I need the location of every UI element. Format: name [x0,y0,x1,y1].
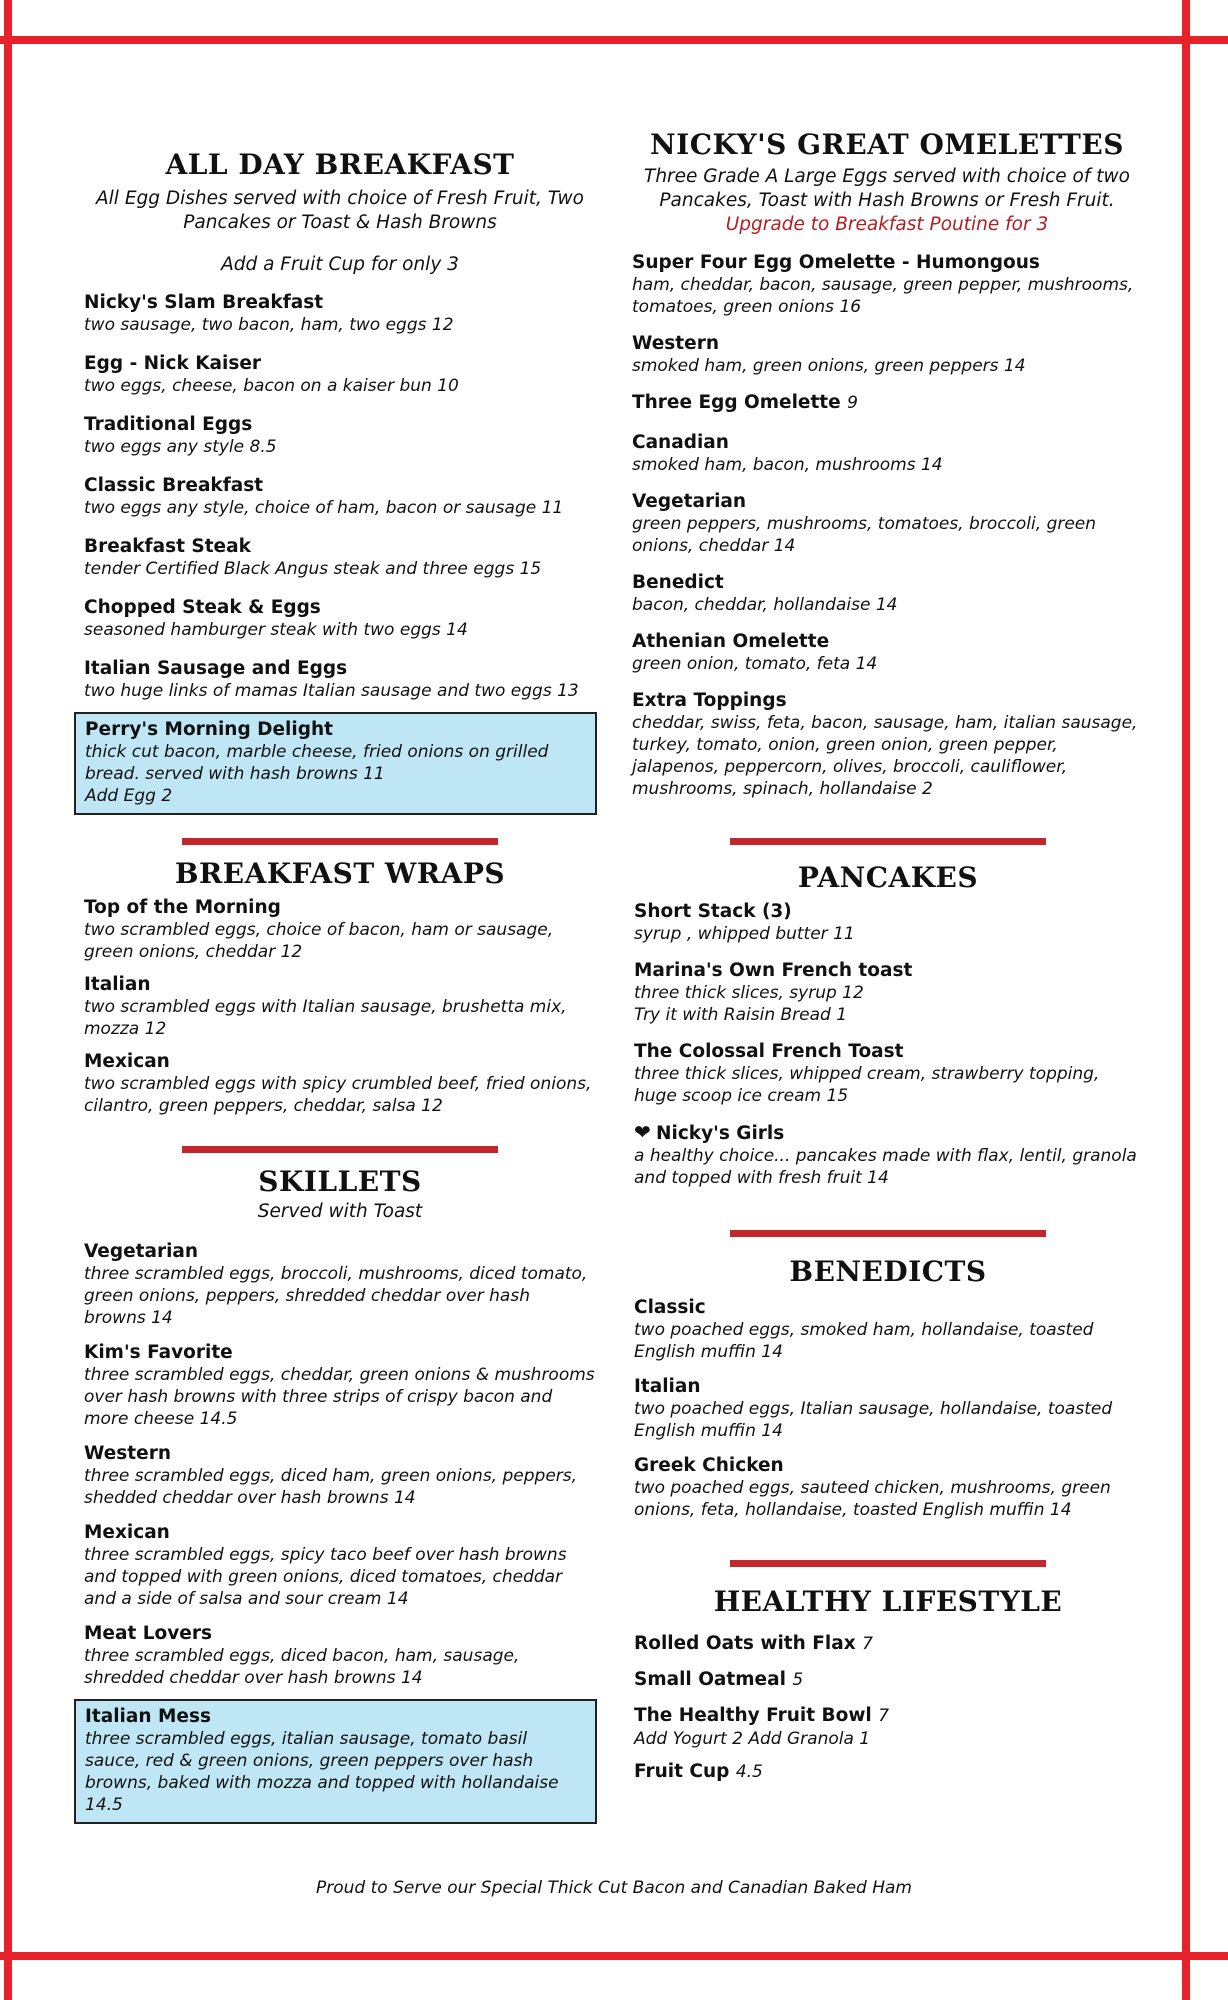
item-price: 7 [862,1633,873,1654]
item-desc: two scrambled eggs with spicy crumbled beef, fried onions, cilantro, green peppers, cheddar, salsa 12 [84,1073,592,1116]
omelettes-subtitle-1: Three Grade A Large Eggs served with choice of two [644,165,1130,187]
item-desc: two poached eggs, Italian sausage, hollandaise, toasted English muffin 14 [634,1398,1113,1441]
item-desc: smoked ham, green onions, green peppers 14 [632,355,1026,376]
menu-item [634,1040,1142,1107]
item-name: Vegetarian [632,490,747,512]
item-name: Benedict [632,571,724,593]
omelettes-section [632,130,1142,810]
menu-item [84,1050,596,1117]
section-divider [182,838,498,845]
item-desc: two eggs any style 8.5 [84,436,277,457]
item-name: Three Egg Omelette [632,391,841,413]
item-desc: two huge links of mamas Italian sausage and two eggs 13 [84,680,579,701]
item-desc: two scrambled eggs, choice of bacon, ham or sausage, green onions, cheddar 12 [84,919,554,962]
item-name: Western [84,1442,171,1464]
menu-item [84,413,600,458]
section-divider [730,1560,1046,1567]
featured-item-box [74,1699,597,1824]
menu-item [634,1704,1142,1750]
menu-item [84,1240,596,1329]
item-desc: tender Certified Black Angus steak and three eggs 15 [84,558,542,579]
menu-item [84,1622,596,1689]
menu-item [634,1760,1142,1784]
item-price: 5 [792,1669,804,1690]
border-left-line [4,0,12,2000]
item-name: Athenian Omelette [632,630,830,652]
all-day-breakfast-subtitle-2: Pancakes or Toast & Hash Browns [183,211,497,233]
item-price: 4.5 [735,1761,763,1782]
item-name: Marina's Own French toast [634,959,913,981]
menu-item [84,657,600,702]
menu-item [634,1375,1142,1442]
item-desc: cheddar, swiss, feta, bacon, sausage, ham, italian sausage, turkey, tomato, onion, green onion, green pepper, jalapenos, peppercorn, olives, broccoli, cauliflower, mushrooms, spinach, hollandaise 2 [632,712,1138,799]
item-desc: two sausage, two bacon, ham, two eggs 12 [84,314,454,335]
item-desc: bacon, cheddar, hollandaise 14 [632,594,898,615]
menu-item [84,596,600,641]
featured-item-extra: Add Egg 2 [85,785,173,806]
featured-item-box [74,712,597,815]
menu-item [84,535,600,580]
pancakes-title: PANCAKES [797,861,979,894]
item-name: Italian Sausage and Eggs [84,657,348,679]
item-name: Chopped Steak & Eggs [84,596,321,618]
item-name: Small Oatmeal [634,1668,786,1690]
item-name: Rolled Oats with Flax [634,1632,856,1654]
menu-item [84,1341,596,1430]
item-name: Breakfast Steak [84,535,251,557]
menu-item [632,630,1142,675]
fruit-cup-note: Add a Fruit Cup for only 3 [221,253,459,275]
all-day-breakfast-subtitle-1: All Egg Dishes served with choice of Fresh Fruit, Two [96,187,584,209]
item-name: Super Four Egg Omelette - Humongous [632,251,1040,273]
item-name: Nicky's Slam Breakfast [84,291,324,313]
skillets-title: SKILLETS [258,1165,422,1198]
heart-icon: ❤ [634,1119,651,1144]
breakfast-wraps-section [84,838,596,1127]
item-desc: a healthy choice... pancakes made with flax, lentil, granola and topped with fresh fruit 14 [634,1145,1137,1188]
item-desc: syrup , whipped butter 11 [634,923,855,944]
item-extra: Add Yogurt 2 Add Granola 1 [634,1728,871,1749]
item-name: Nicky's Girls [656,1122,785,1144]
menu-item [634,1121,1142,1189]
healthy-lifestyle-title: HEALTHY LIFESTYLE [713,1585,1063,1618]
menu-item [84,1521,596,1610]
menu-item [632,571,1142,616]
omelettes-title: NICKY'S GREAT OMELETTES [650,128,1124,161]
healthy-lifestyle-section [634,1560,1142,1794]
menu-item [634,959,1142,1026]
menu-item [632,391,1142,415]
item-extra: Try it with Raisin Bread 1 [634,1004,848,1025]
item-name: The Healthy Fruit Bowl [634,1704,872,1726]
featured-item-name: Perry's Morning Delight [85,718,333,740]
item-name: Extra Toppings [632,689,787,711]
item-desc: two poached eggs, smoked ham, hollandaise, toasted English muffin 14 [634,1319,1094,1362]
menu-item [632,332,1142,377]
item-name: Classic [634,1296,706,1318]
item-name: Greek Chicken [634,1454,784,1476]
benedicts-title: BENEDICTS [789,1255,987,1288]
item-name-with-price [632,391,1142,415]
item-name: Meat Lovers [84,1622,212,1644]
featured-item-desc: three scrambled eggs, italian sausage, tomato basil sauce, red & green onions, green peppers over hash browns, baked with mozza and topped with hollandaise 14.5 [85,1728,559,1815]
item-name: Canadian [632,431,729,453]
item-price: 7 [878,1705,890,1726]
item-desc: ham, cheddar, bacon, sausage, green pepper, mushrooms, tomatoes, green onions 16 [632,274,1134,317]
skillets-subtitle: Served with Toast [257,1200,423,1222]
item-name-with-price [634,1632,1142,1656]
item-desc: three scrambled eggs, broccoli, mushrooms, diced tomato, green onions, peppers, shredded cheddar over hash browns 14 [84,1263,588,1328]
item-name: Short Stack (3) [634,900,792,922]
menu-item [632,431,1142,476]
item-name: Egg - Nick Kaiser [84,352,262,374]
menu-item [84,973,596,1040]
menu-item [634,1668,1142,1692]
breakfast-wraps-title: BREAKFAST WRAPS [174,857,506,890]
item-name: Kim's Favorite [84,1341,233,1363]
item-price: 9 [847,392,858,413]
item-name-row [634,1121,1142,1145]
menu-item [634,1632,1142,1656]
section-divider [730,1230,1046,1237]
menu-item [634,1296,1142,1363]
item-desc: three scrambled eggs, cheddar, green onions & mushrooms over hash browns with three strips of crispy bacon and more cheese 14.5 [84,1364,595,1429]
item-name: Vegetarian [84,1240,199,1262]
item-desc: three scrambled eggs, spicy taco beef over hash browns and topped with green onions, diced tomatoes, cheddar and a side of salsa and sour cream 14 [84,1544,567,1609]
item-desc: green peppers, mushrooms, tomatoes, broccoli, green onions, cheddar 14 [632,513,1097,556]
item-desc: two poached eggs, sauteed chicken, mushrooms, green onions, feta, hollandaise, toasted English muffin 14 [634,1477,1111,1520]
item-desc: seasoned hamburger steak with two eggs 14 [84,619,468,640]
section-divider [730,838,1046,845]
all-day-breakfast-title: ALL DAY BREAKFAST [165,148,515,181]
menu-item [632,490,1142,557]
item-name: Italian [634,1375,701,1397]
item-desc: three scrambled eggs, diced ham, green onions, peppers, shedded cheddar over hash browns 14 [84,1465,578,1508]
skillets-section [84,1146,596,1824]
item-name-with-price [634,1760,1142,1784]
item-name: The Colossal French Toast [634,1040,904,1062]
border-right-line [1182,0,1190,2000]
item-desc: three thick slices, whipped cream, strawberry topping, huge scoop ice cream 15 [634,1063,1100,1106]
item-name: Mexican [84,1050,170,1072]
menu-item [632,251,1142,318]
item-name-with-price [634,1704,1142,1728]
featured-item-name: Italian Mess [85,1705,211,1727]
menu-item [634,1454,1142,1521]
item-desc: three thick slices, syrup 12 [634,982,864,1003]
all-day-breakfast-section [80,150,600,815]
menu-item [634,900,1142,945]
item-name: Top of the Morning [84,896,281,918]
menu-item [84,896,596,963]
item-name: Mexican [84,1521,170,1543]
poutine-upgrade-note: Upgrade to Breakfast Poutine for 3 [725,213,1049,235]
item-name: Traditional Eggs [84,413,253,435]
menu-item [632,689,1142,800]
item-name-with-price [634,1668,1142,1692]
menu-item [84,291,600,336]
item-desc: three scrambled eggs, diced bacon, ham, sausage, shredded cheddar over hash browns 14 [84,1645,520,1688]
menu-item [84,474,600,519]
featured-item-desc: thick cut bacon, marble cheese, fried onions on grilled bread. served with hash browns 11 [85,741,549,784]
item-name: Fruit Cup [634,1760,730,1782]
section-divider [182,1146,498,1153]
item-name: Western [632,332,719,354]
item-desc: two eggs any style, choice of ham, bacon or sausage 11 [84,497,564,518]
item-desc: smoked ham, bacon, mushrooms 14 [632,454,943,475]
footer-note: Proud to Serve our Special Thick Cut Bacon and Canadian Baked Ham [316,1878,912,1898]
omelettes-subtitle-2: Pancakes, Toast with Hash Browns or Fresh Fruit. [659,189,1115,211]
border-bottom-line [0,1952,1228,1960]
item-name: Italian [84,973,151,995]
menu-item [84,352,600,397]
item-desc: green onion, tomato, feta 14 [632,653,878,674]
item-desc: two scrambled eggs with Italian sausage, brushetta mix, mozza 12 [84,996,567,1039]
benedicts-section [634,1230,1142,1531]
item-name: Classic Breakfast [84,474,264,496]
menu-item [84,1442,596,1509]
border-top-line [0,36,1228,44]
item-desc: two eggs, cheese, bacon on a kaiser bun 10 [84,375,459,396]
pancakes-section [634,838,1142,1199]
